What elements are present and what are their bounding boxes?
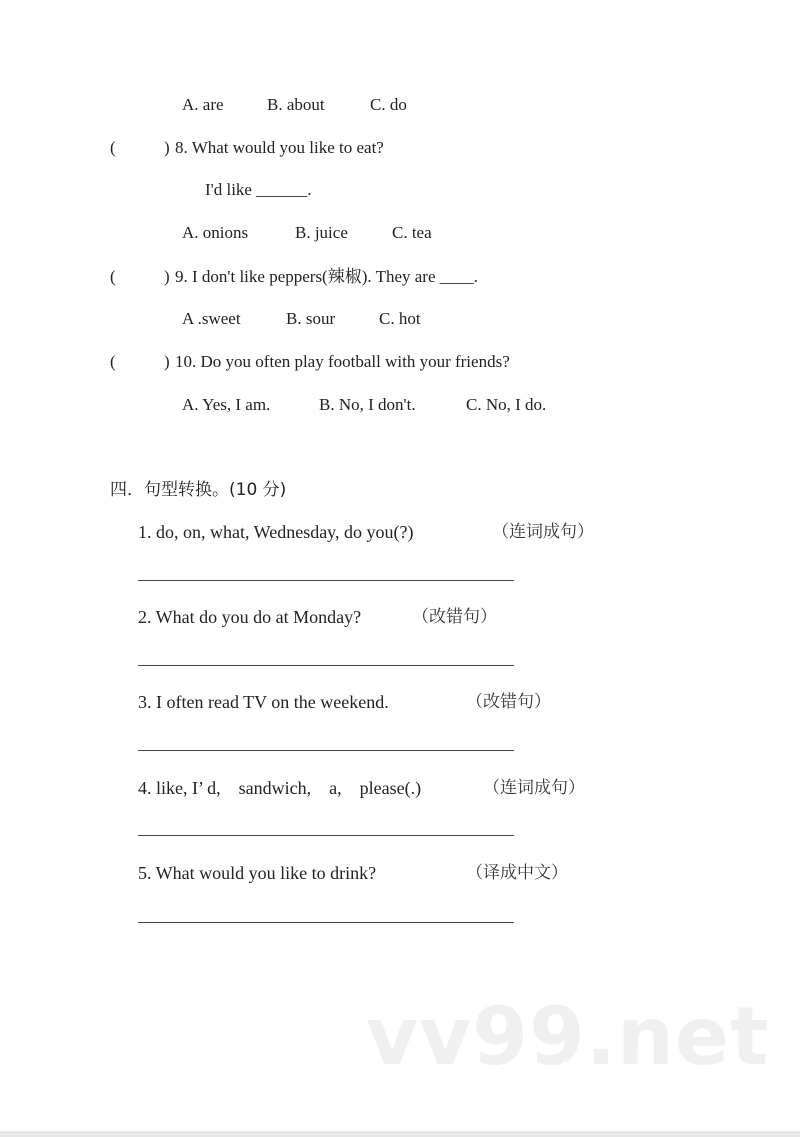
s4-item-4-note: （连词成句） (483, 778, 585, 798)
s4-item-5: 5. What would you like to drink? (138, 863, 377, 883)
q7-option-c: C. do (370, 95, 407, 114)
q8-answer-close-paren: ) (164, 138, 170, 157)
q10-answer-open-paren: ( (110, 352, 116, 371)
q9-question: 9. I don't like peppers(辣椒). They are ____. (175, 267, 479, 286)
answer-line-1[interactable] (138, 580, 514, 581)
q8-sub: I'd like ______. (205, 180, 312, 199)
s4-item-2: 2. What do you do at Monday? (138, 607, 362, 627)
watermark: vv99.net (366, 990, 770, 1083)
s4-item-2-note: （改错句） (412, 607, 497, 627)
q8-question: 8. What would you like to eat? (175, 138, 384, 157)
q9-option-b: B. sour (286, 309, 336, 328)
q9-option-a: A .sweet (182, 309, 241, 328)
s4-item-1-note: （连词成句） (492, 522, 594, 542)
q9-option-c: C. hot (379, 309, 421, 328)
s4-item-3: 3. I often read TV on the weekend. (138, 692, 389, 712)
s4-item-4: 4. like, I’ d, sandwich, a, please(.) (138, 778, 422, 798)
q8-option-b: B. juice (295, 223, 348, 242)
answer-line-2[interactable] (138, 665, 514, 666)
answer-line-3[interactable] (138, 750, 514, 751)
q10-option-c: C. No, I do. (466, 395, 547, 414)
q8-option-a: A. onions (182, 223, 249, 242)
q8-answer-open-paren: ( (110, 138, 116, 157)
q10-option-a: A. Yes, I am. (182, 395, 271, 414)
q9-answer-close-paren: ) (164, 267, 170, 286)
answer-line-4[interactable] (138, 835, 514, 836)
q7-option-a: A. are (182, 95, 224, 114)
q9-answer-open-paren: ( (110, 267, 116, 286)
section4-heading: 四．句型转换。(10 分) (110, 480, 287, 500)
q10-question: 10. Do you often play football with your friends? (175, 352, 510, 371)
q10-option-b: B. No, I don't. (319, 395, 416, 414)
q10-answer-close-paren: ) (164, 352, 170, 371)
q7-option-b: B. about (267, 95, 325, 114)
page-bottom-edge (0, 1131, 800, 1137)
s4-item-1: 1. do, on, what, Wednesday, do you(?) (138, 522, 414, 542)
q8-option-c: C. tea (392, 223, 432, 242)
s4-item-5-note: （译成中文） (466, 863, 568, 883)
answer-line-5[interactable] (138, 922, 514, 923)
s4-item-3-note: （改错句） (466, 692, 551, 712)
